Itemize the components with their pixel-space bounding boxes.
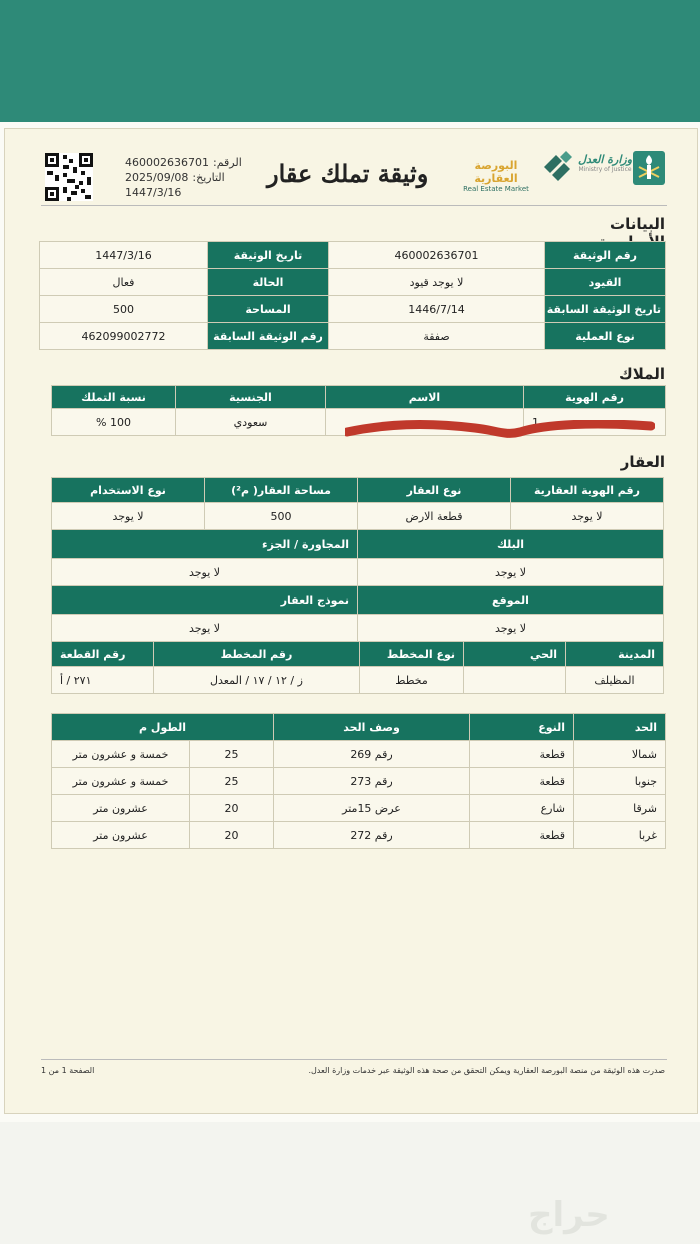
value-restrictions: لا يوجد قيود [329, 269, 545, 296]
bound-desc-header: وصف الحد [274, 714, 470, 741]
footer-divider [41, 1059, 667, 1060]
ownership-document [4, 128, 698, 1114]
table-row [52, 386, 666, 409]
property-area-value: 500 [205, 503, 358, 530]
table-row [52, 795, 666, 822]
bound-desc: عرض 15متر [274, 795, 470, 822]
owner-nationality: سعودي [176, 409, 326, 436]
bound-side: جنوبا [574, 768, 666, 795]
table-row [52, 503, 664, 530]
plan-table [51, 641, 664, 694]
bound-length-text: خمسة و عشرون متر [52, 768, 190, 795]
value-doc-number: 460002636701 [329, 242, 545, 269]
value-doc-date: 1447/3/16 [40, 242, 208, 269]
bound-desc: رقم 269 [274, 741, 470, 768]
bound-length-text: عشرون متر [52, 795, 190, 822]
block-header: البلك [358, 530, 664, 559]
redaction-mark [345, 420, 655, 438]
document-title: وثيقة تملك عقار [267, 159, 429, 188]
label-doc-date: تاريخ الوثيقة [208, 242, 329, 269]
label-status: الحالة [208, 269, 329, 296]
table-row [40, 296, 666, 323]
bound-type: قطعة [470, 741, 574, 768]
property-area-header: مساحة العقار( م²) [205, 478, 358, 503]
bound-desc: رقم 273 [274, 768, 470, 795]
real-estate-market-logo [455, 159, 537, 193]
label-prev-doc-number: رقم الوثيقة السابقة [208, 323, 329, 350]
table-row [52, 768, 666, 795]
real-estate-market-mark-icon [540, 149, 576, 185]
bound-type: شارع [470, 795, 574, 822]
basic-data-title: البيانات [610, 215, 665, 233]
header-divider [41, 205, 667, 206]
bound-length: 25 [190, 741, 274, 768]
owners-title: الملاك [619, 365, 665, 383]
table-row [52, 741, 666, 768]
table-row [40, 323, 666, 350]
model-value: لا يوجد [52, 615, 358, 642]
property-id-value: لا يوجد [511, 503, 664, 530]
usage-type-header: نوع الاستخدام [52, 478, 205, 503]
table-row [52, 714, 666, 741]
usage-type-value: لا يوجد [52, 503, 205, 530]
label-prev-doc-date: تاريخ الوثيقة السابقة [545, 296, 666, 323]
bound-side: غربا [574, 822, 666, 849]
bound-type: قطعة [470, 822, 574, 849]
value-prev-doc-date: 1446/7/14 [329, 296, 545, 323]
block-value: لا يوجد [358, 559, 664, 586]
plan-type-header: نوع المخطط [360, 642, 464, 667]
model-header: نموذج العقار [52, 586, 358, 615]
table-row [52, 586, 664, 615]
plan-number-value: ز / ١٢ / ١٧ / المعدل [154, 667, 360, 694]
bound-length-text: خمسة و عشرون متر [52, 741, 190, 768]
moj-logo-ar: وزارة العدل [577, 153, 633, 166]
bound-length-text: عشرون متر [52, 822, 190, 849]
bound-length: 20 [190, 822, 274, 849]
ministry-of-justice-logo [577, 153, 633, 173]
plan-number-header: رقم المخطط [154, 642, 360, 667]
table-row [52, 559, 664, 586]
bound-length: 20 [190, 795, 274, 822]
bound-type: قطعة [470, 768, 574, 795]
plot-number-header: رقم القطعة [52, 642, 154, 667]
owner-nationality-header: الجنسية [176, 386, 326, 409]
owner-name: محمد [326, 409, 524, 436]
date-hijri: 1447/3/16 [125, 186, 182, 199]
boundaries-table [51, 713, 666, 849]
city-value: المظيلف [566, 667, 664, 694]
rem-logo-ar: البورصة العقارية [474, 159, 518, 185]
saudi-emblem-icon [633, 151, 665, 185]
label-doc-number: رقم الوثيقة [545, 242, 666, 269]
label-operation-type: نوع العملية [545, 323, 666, 350]
table-row [52, 615, 664, 642]
owner-share-header: نسبة التملك [52, 386, 176, 409]
owner-id-header: رقم الهوية [524, 386, 666, 409]
property-table [51, 477, 664, 642]
value-prev-doc-number: 462099002772 [40, 323, 208, 350]
location-header: الموقع [358, 586, 664, 615]
owner-name-header: الاسم [326, 386, 524, 409]
value-status: فعال [40, 269, 208, 296]
basic-data-table [39, 241, 666, 350]
haraj-watermark: حراج [528, 1195, 610, 1235]
district-header: الحي [464, 642, 566, 667]
table-row [40, 269, 666, 296]
bound-type-header: النوع [470, 714, 574, 741]
property-title: العقار [620, 453, 665, 471]
number-value: 460002636701 [125, 156, 209, 169]
bound-side-header: الحد [574, 714, 666, 741]
table-row [40, 242, 666, 269]
neighbor-value: لا يوجد [52, 559, 358, 586]
date-label: التاريخ: [192, 171, 225, 184]
table-row [52, 642, 664, 667]
rem-logo-en: Real Estate Market [463, 185, 529, 193]
plan-type-value: مخطط [360, 667, 464, 694]
bound-length: 25 [190, 768, 274, 795]
value-area: 500 [40, 296, 208, 323]
table-row [52, 478, 664, 503]
value-operation-type: صفقة [329, 323, 545, 350]
bound-length-header: الطول م [52, 714, 274, 741]
bound-side: شمالا [574, 741, 666, 768]
label-restrictions: القيود [545, 269, 666, 296]
document-meta [125, 155, 245, 200]
property-id-header: رقم الهوية العقارية [511, 478, 664, 503]
plot-number-value: ٢٧١ / أ [52, 667, 154, 694]
top-bar [0, 0, 700, 122]
bound-side: شرقا [574, 795, 666, 822]
location-value: لا يوجد [358, 615, 664, 642]
district-value [464, 667, 566, 694]
date-gregorian: 2025/09/08 [125, 171, 189, 184]
footer-note: صدرت هذه الوثيقة من منصة البورصة العقارية ويمكن التحقق من صحة هذه الوثيقة عبر خدمات وزارة العدل. [308, 1066, 665, 1075]
property-type-header: نوع العقار [358, 478, 511, 503]
label-area: المساحة [208, 296, 329, 323]
table-row [52, 822, 666, 849]
owner-id: 1 [524, 409, 666, 436]
owner-share: 100 % [52, 409, 176, 436]
bound-desc: رقم 272 [274, 822, 470, 849]
property-type-value: قطعة الارض [358, 503, 511, 530]
table-row [52, 530, 664, 559]
table-row [52, 667, 664, 694]
neighbor-header: المجاورة / الجزء [52, 530, 358, 559]
moj-logo-en: Ministry of Justice [578, 166, 632, 173]
page-number: الصفحة 1 من 1 [41, 1066, 95, 1075]
number-label: الرقم: [212, 156, 242, 169]
city-header: المدينة [566, 642, 664, 667]
qr-code-icon [45, 153, 93, 201]
